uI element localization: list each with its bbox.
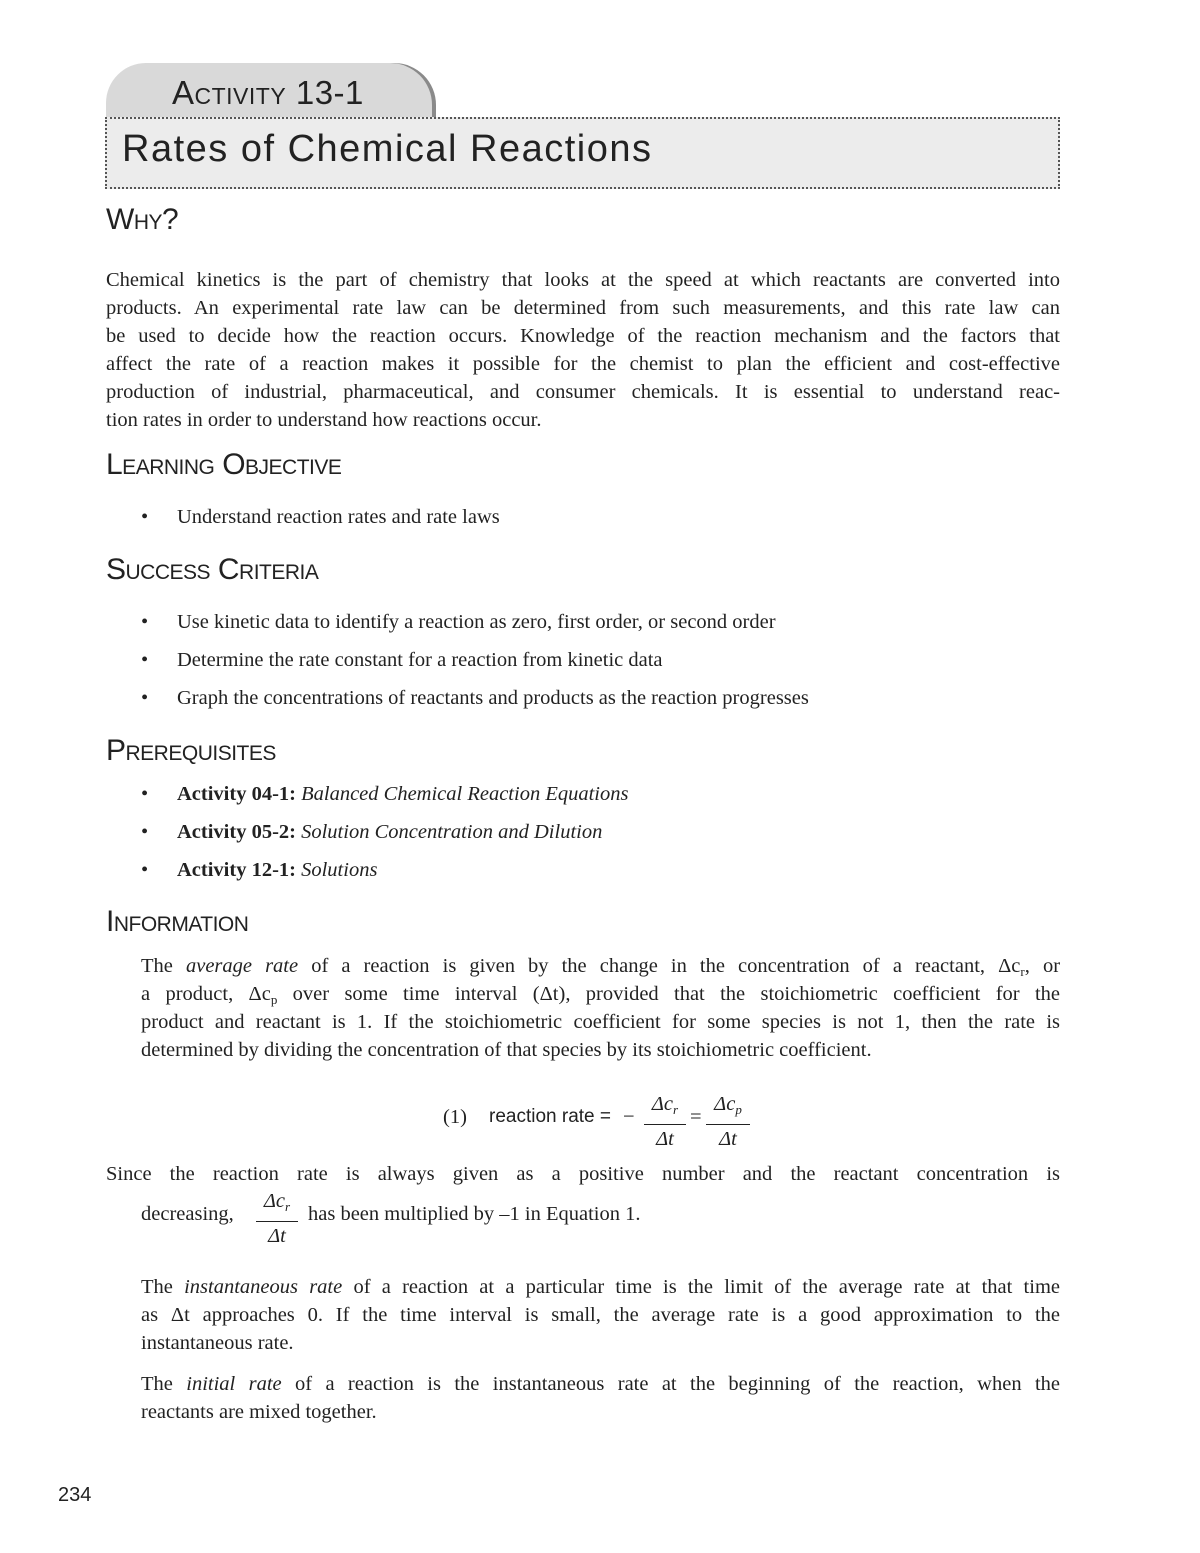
bullet-icon: • (141, 859, 149, 881)
success-criteria-heading: Success Criteria (106, 553, 319, 586)
list-item: • Determine the rate constant for a reaction from kinetic data (141, 649, 663, 671)
prerequisites-heading: Prerequisites (106, 734, 276, 767)
bullet-icon: • (141, 506, 149, 528)
learning-objective-heading: Learning Objective (106, 448, 342, 481)
bullet-icon: • (141, 821, 149, 843)
equation-minus: − (623, 1106, 635, 1128)
why-line-5: production of industrial, pharmaceutical, and consumer chemicals. It is essential to understand reac- (106, 381, 1060, 403)
why-line-2: products. An experimental rate law can be determined from such measurements, and this rate law can (106, 297, 1060, 319)
prerequisite-item: • Activity 05-2: Solution Concentration and Dilution (141, 821, 603, 843)
bullet-icon: • (141, 611, 149, 633)
page: Activity 13-1 Rates of Chemical Reactions Why? Chemical kinetics is the part of chemistry that looks at the speed at which reactants are converted into products. An experimental rate law can be determined from such measurements, and this rate law can be used to decide how the reaction occurs. Knowledge of the reaction mechanism and the factors that affect the rate of a reaction makes it possible for the chemist to plan the efficient and cost-effective production of industrial, pharmaceutical, and consumer chemicals. It is essential to understand reac- tion rates in order to understand how reactions occur. Learning Objective • Understand reaction rates and rate laws Success Criteria • Use kinetic data to identify a reaction as zero, first order, or second order • Determine the rate constant for a reaction from kinetic data • Graph the concentrations of reactants and products as the reaction progresses Prerequisites • Activity 04-1: Balanced Chemical Reaction Equations • Activity 05-2: Solution Concentration and Dilution • Activity 12-1: Solutions Information The average rate of a reaction is given by the change in the concentration of a reactant, $\Delta c_r$, or a product, $\Delta c_p$ over some time interval (Δt), provided that the stoichiometric coefficient for the product and reactant is 1. If the stoichiometric coefficient for some species is not 1, then the rate is determined by dividing the concentration of that species by its stoichiometric coefficient. (1) reaction rate = − $\Delta c_r$ Δt = $\Delta c_p$ Δt Since the reaction rate is always given as a positive number and the reactant concentration is decreasing, $\Delta c_r$ Δt has been multiplied by –1 in Equation 1. The instantaneous rate of a reaction at a particular time is the limit of the average rate at that time as Δt approaches 0. If the time interval is small, the average rate is a good approximation to the instantaneous rate. The initial rate of a reaction is the instantaneous rate at the beginning of the reaction, when the reactants are mixed together. 234 (0, 0, 1200, 1553)
information-heading: Information (106, 905, 249, 938)
list-item: • Graph the concentrations of reactants and products as the reaction progresses (141, 687, 809, 709)
bullet-icon: • (141, 783, 149, 805)
why-line-3: be used to decide how the reaction occurs. Knowledge of the reaction mechanism and the factors that (106, 325, 1060, 347)
fraction-inline: $\Delta c_r$ Δt (256, 1189, 298, 1248)
fraction-product: $\Delta c_p$ Δt (706, 1092, 750, 1151)
prerequisite-item: • Activity 04-1: Balanced Chemical Reaction Equations (141, 783, 629, 805)
why-line-1: Chemical kinetics is the part of chemistry that looks at the speed at which reactants are converted into (106, 269, 1060, 291)
prerequisite-item: • Activity 12-1: Solutions (141, 859, 378, 881)
activity-label: Activity 13-1 (172, 74, 364, 111)
equation-number: (1) (443, 1106, 467, 1128)
why-heading: Why? (106, 203, 179, 236)
why-line-6: tion rates in order to understand how reactions occur. (106, 409, 542, 431)
list-item: • Use kinetic data to identify a reaction as zero, first order, or second order (141, 611, 776, 633)
equation-equals: = (690, 1106, 702, 1128)
fraction-reactant: $\Delta c_r$ Δt (644, 1092, 686, 1151)
list-item: • Understand reaction rates and rate laws (141, 506, 500, 528)
page-number: 234 (58, 1484, 92, 1506)
bullet-icon: • (141, 687, 149, 709)
equation-lhs: reaction rate = (489, 1106, 611, 1127)
page-title: Rates of Chemical Reactions (122, 128, 653, 170)
bullet-icon: • (141, 649, 149, 671)
why-line-4: affect the rate of a reaction makes it possible for the chemist to plan the efficient and cost-effective (106, 353, 1060, 375)
